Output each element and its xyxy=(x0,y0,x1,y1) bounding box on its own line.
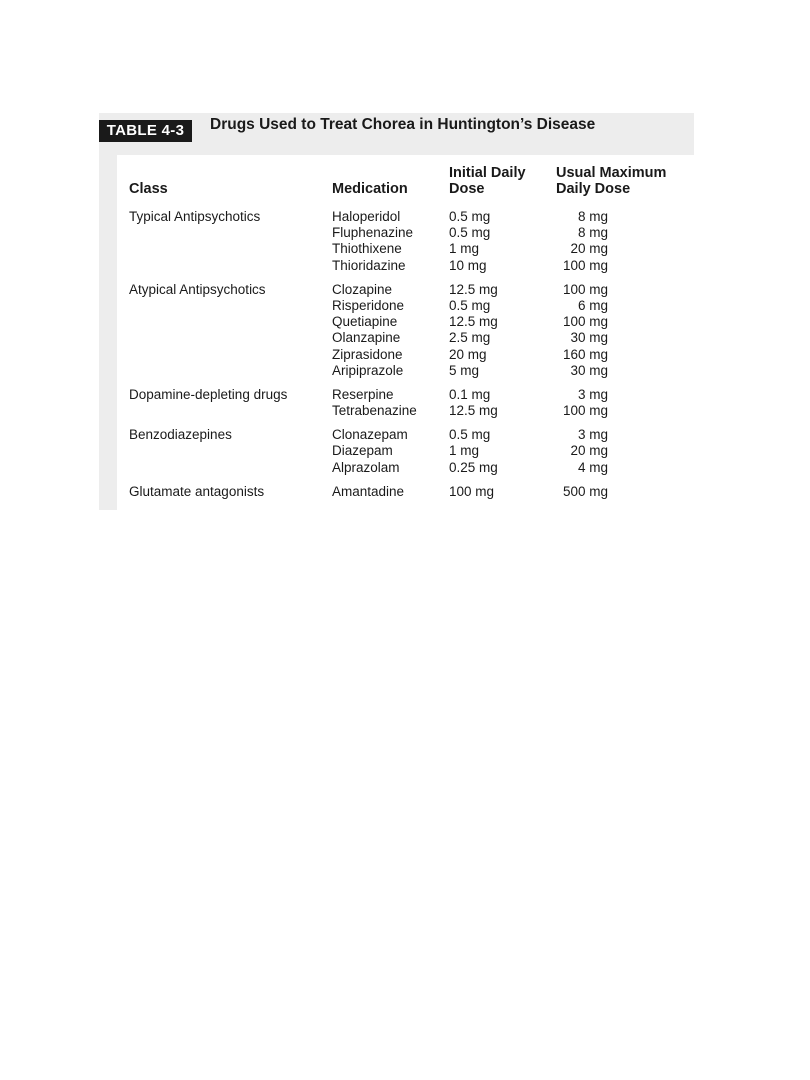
class-cell: Atypical Antipsychotics xyxy=(129,281,266,297)
table-row xyxy=(117,241,694,257)
table-row xyxy=(117,363,694,379)
initial-dose-cell: 100 mg xyxy=(449,483,495,499)
medication-cell: Olanzapine xyxy=(332,330,401,346)
medication-cell: Risperidone xyxy=(332,297,405,313)
table-row xyxy=(117,427,694,443)
max-dose-cell: 30 mg xyxy=(570,330,608,346)
header-medication: Medication xyxy=(332,181,408,197)
medication-cell: Tetrabenazine xyxy=(332,403,417,419)
initial-dose-cell: 10 mg xyxy=(449,257,487,273)
max-dose-cell: 500 mg xyxy=(562,483,608,499)
header-class: Class xyxy=(129,181,168,197)
table-header-row xyxy=(117,161,694,197)
header-initial-line2: Dose xyxy=(449,181,485,197)
table-row xyxy=(117,403,694,419)
table-row xyxy=(117,314,694,330)
drug-class-group xyxy=(117,387,694,419)
max-dose-cell: 100 mg xyxy=(562,281,608,297)
initial-dose-cell: 1 mg xyxy=(449,443,480,459)
initial-dose-cell: 0.5 mg xyxy=(449,209,491,224)
initial-dose-cell: 20 mg xyxy=(449,346,487,362)
table-row xyxy=(117,225,694,241)
header-max-line2: Daily Dose xyxy=(556,181,631,197)
max-dose-cell: 4 mg xyxy=(577,459,608,475)
initial-dose-cell: 0.5 mg xyxy=(449,225,491,241)
class-cell: Typical Antipsychotics xyxy=(129,209,261,224)
max-dose-cell: 3 mg xyxy=(577,386,608,402)
medication-cell: Amantadine xyxy=(332,483,405,499)
class-cell: Benzodiazepines xyxy=(129,427,232,443)
initial-dose-cell: 0.1 mg xyxy=(449,386,491,402)
table-row xyxy=(117,347,694,363)
table-row xyxy=(117,298,694,314)
max-dose-cell: 6 mg xyxy=(577,297,608,313)
medication-cell: Reserpine xyxy=(332,386,394,402)
header-max-line1: Usual Maximum xyxy=(556,165,667,181)
header-usual-maximum-daily-dose xyxy=(556,165,666,197)
table-body-panel xyxy=(117,155,694,510)
medication-cell: Haloperidol xyxy=(332,209,401,224)
header-initial-daily-dose xyxy=(449,165,526,197)
drug-class-group xyxy=(117,209,694,274)
initial-dose-cell: 0.5 mg xyxy=(449,297,491,313)
medication-cell: Thioridazine xyxy=(332,257,406,273)
initial-dose-cell: 12.5 mg xyxy=(449,314,498,330)
max-dose-cell: 100 mg xyxy=(562,314,608,330)
medication-cell: Fluphenazine xyxy=(332,225,414,241)
max-dose-cell: 160 mg xyxy=(562,346,608,362)
medication-cell: Alprazolam xyxy=(332,459,400,475)
initial-dose-cell: 5 mg xyxy=(449,362,480,378)
max-dose-cell: 100 mg xyxy=(562,257,608,273)
max-dose-cell: 30 mg xyxy=(570,362,608,378)
medication-cell: Clonazepam xyxy=(332,427,408,443)
table-row xyxy=(117,209,694,225)
initial-dose-cell: 2.5 mg xyxy=(449,330,491,346)
table-row xyxy=(117,387,694,403)
max-dose-cell: 20 mg xyxy=(570,241,608,257)
table-row xyxy=(117,484,694,500)
table-title: Drugs Used to Treat Chorea in Huntington’s Disease xyxy=(210,116,596,133)
class-cell: Dopamine-depleting drugs xyxy=(129,386,288,402)
max-dose-cell: 8 mg xyxy=(577,225,608,241)
initial-dose-cell: 1 mg xyxy=(449,241,480,257)
medication-cell: Aripiprazole xyxy=(332,362,404,378)
medication-cell: Clozapine xyxy=(332,281,393,297)
table-row xyxy=(117,282,694,298)
max-dose-cell: 3 mg xyxy=(577,427,608,443)
max-dose-cell: 20 mg xyxy=(570,443,608,459)
drug-class-group xyxy=(117,282,694,379)
medication-cell: Quetiapine xyxy=(332,314,398,330)
medication-cell: Thiothixene xyxy=(332,241,402,257)
initial-dose-cell: 12.5 mg xyxy=(449,403,498,419)
table-number-label: TABLE 4-3 xyxy=(99,120,192,142)
initial-dose-cell: 0.25 mg xyxy=(449,459,498,475)
initial-dose-cell: 12.5 mg xyxy=(449,281,498,297)
table-row xyxy=(117,258,694,274)
class-cell: Glutamate antagonists xyxy=(129,483,265,499)
drug-groups xyxy=(117,209,694,508)
table-row xyxy=(117,460,694,476)
initial-dose-cell: 0.5 mg xyxy=(449,427,491,443)
table-figure xyxy=(99,113,694,510)
max-dose-cell: 100 mg xyxy=(562,403,608,419)
medication-cell: Diazepam xyxy=(332,443,393,459)
drug-class-group xyxy=(117,484,694,500)
table-row xyxy=(117,443,694,459)
header-initial-line1: Initial Daily xyxy=(449,165,526,181)
medication-cell: Ziprasidone xyxy=(332,346,403,362)
drug-class-group xyxy=(117,427,694,476)
max-dose-cell: 8 mg xyxy=(577,209,608,224)
table-row xyxy=(117,330,694,346)
